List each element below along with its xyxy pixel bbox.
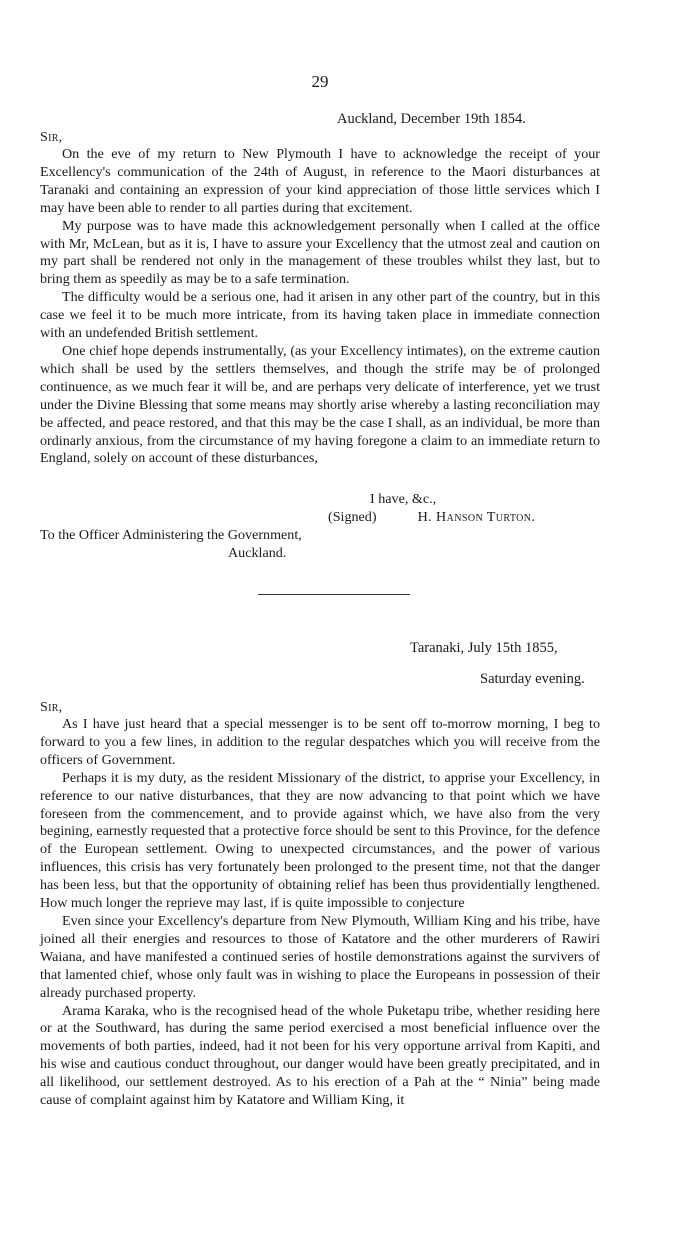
addressee-place: Auckland.: [228, 545, 287, 561]
section-divider: [258, 594, 410, 595]
letter1-paragraph: My purpose was to have made this acknowledgement personally when I called at the office with Mr, McLean, but as it is, I have to assure your Excellency that the utmost zeal and caution on my part shall be rendered not only in the management of these troubles whilst they last, but to bring them as speedily as may be to a safe termination.: [40, 217, 600, 288]
letter1-signed-line: [328, 509, 535, 526]
letter1-addressee: [40, 526, 302, 562]
letter1-paragraph: One chief hope depends instrumentally, (as your Excellency intimates), on the extreme caution which shall be used by the settlers themselves, and though the strife may be of prolonged continuence, as we much fear it will be, and are perhaps very delicate of interference, yet we trust under the Divine Blessing that some means may shortly arise whereby a lasting reconciliation may be affected, and peace restored, and that this may be the case I shall, as an individual, be more than ordinarly anxious, from the circumstance of my having foregone a claim to an immediate return to England, solely on account of these disturbances,: [40, 342, 600, 467]
letter2-paragraph: As I have just heard that a special messenger is to be sent off to-morrow morning, I beg to forward to you a few lines, in addition to the regular despatches which you will receive from the officers of Government.: [40, 716, 600, 768]
letter1-dateline: Auckland, December 19th 1854.: [337, 111, 526, 127]
letter2-dateline: Taranaki, July 15th 1855,: [410, 640, 558, 656]
letter2-time-line: Saturday evening.: [480, 671, 585, 687]
letter1-body: [40, 146, 600, 468]
signed-label: (Signed): [328, 509, 377, 525]
letter1-paragraph: The difficulty would be a serious one, had it arisen in any other part of the country, but in this case we feel it to be much more intricate, from its having taken place in immediate connection with an undefended British settlement.: [40, 289, 600, 342]
letter2-salutation: Sir,: [40, 700, 63, 715]
signature: H. Hanson Turton.: [417, 509, 536, 525]
letter2-paragraph: Even since your Excellency's departure from New Plymouth, William King and his tribe, have joined all their energies and resources to those of Katatore and the other murderers of Rawiri Waiana, and have manifested a continued series of hostile demonstrations against the survivers of that lamented chief, whose only fault was in wishing to place the Europeans in possession of their already purchased property.: [40, 912, 600, 1001]
letter2-paragraph: Arama Karaka, who is the recognised head of the whole Puketapu tribe, whether residing here or at the Southward, has during the same period exercised a most beneficial influence over the movements of both parties, indeed, had it not been for his very opportune arrival from Kapiti, and his wise and cautious conduct throughout, our danger would have been greatly precipitated, and in all likelihood, our settlement destroyed. As to his erection of a Pah at the “ Ninia” being made cause of complaint against him by Katatore and William King, it: [40, 1002, 600, 1109]
page-number: 29: [311, 72, 329, 91]
letter2-paragraph: Perhaps it is my duty, as the resident Missionary of the district, to apprise your Excellency, in reference to our native disturbances, that they are now advancing to that point which we have foreseen from the commencement, and to provide against which, we have also from the very begining, earnestly requested that a protective force should be sent to this Province, for the defence of the European settlement. Owing to unexpected circumstances, and the power of various influences, this crisis has very fortunately been prolonged to the present time, not that the danger has been less, but that the opportunity of obtaining relief has been thus providentially lengthened. How much longer the reprieve may last, if is quite impossible to conjecture: [40, 769, 600, 912]
letter1-salutation: Sir,: [40, 130, 63, 145]
letter1-closing: I have, &c.,: [370, 491, 437, 507]
letter2-body: [40, 716, 600, 1110]
letter1-paragraph: On the eve of my return to New Plymouth I have to acknowledge the receipt of your Excellency's communication of the 24th of August, in reference to the Maori disturbances at Taranaki and containing an expression of your kind appreciation of those little services which I may have been able to render to all parties during that excitement.: [40, 146, 600, 216]
addressee-line: To the Officer Administering the Government,: [40, 527, 302, 543]
